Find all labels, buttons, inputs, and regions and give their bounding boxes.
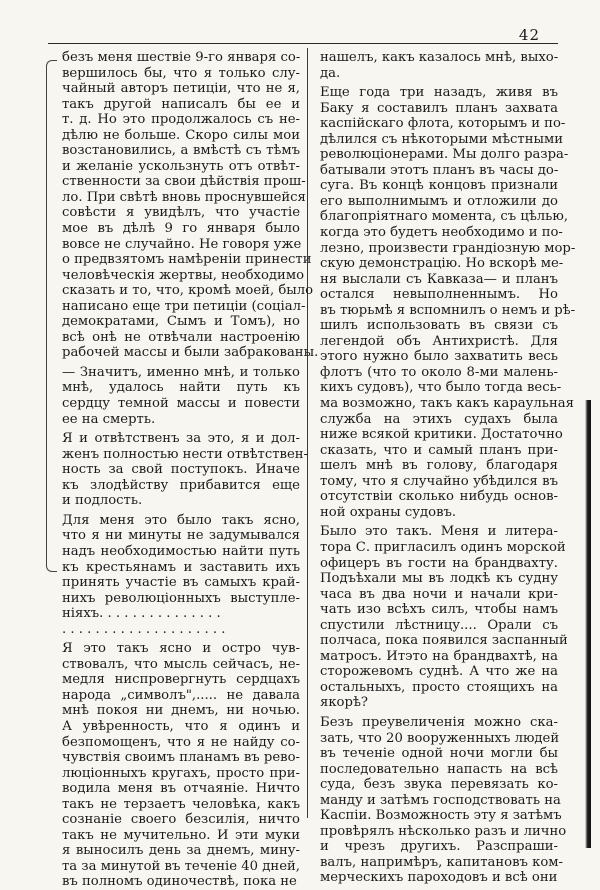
text-line: всѣ онѣ не отвѣчали настроенію xyxy=(62,329,300,345)
text-line: Еще года три назадъ, живя въ xyxy=(320,85,558,101)
text-line: революціонерами. Мы долго разра- xyxy=(320,147,569,163)
text-line: благопріятнаго момента, съ цѣлью, xyxy=(320,209,569,225)
text-line: сознаніе своего безсилія, ничто xyxy=(62,812,300,828)
text-line: ня выслали съ Кавказа— и планъ xyxy=(320,271,558,287)
text-line: водила меня въ отчаяніе. Ничто xyxy=(62,781,300,797)
text-line: вовсе не случайно. Не говоря уже xyxy=(62,236,302,252)
text-line: ніяхъ. . . . . . . . . . . . . . . xyxy=(62,606,221,622)
text-line: та за минутой въ теченіе 40 дней, xyxy=(62,858,300,874)
text-line: зать, что 20 вооруженныхъ людей xyxy=(320,730,560,746)
text-line: матросъ. Итэто на брандвахтѣ, на xyxy=(320,648,558,664)
text-line: въ тюрьмѣ я вспомнилъ о немъ и рѣ- xyxy=(320,302,576,318)
text-line: Подъѣхали мы въ лодкѣ къ судну xyxy=(320,571,558,587)
text-line: Я это такъ ясно и остро чув- xyxy=(62,641,300,657)
text-line: безъ меня шествіе 9-го января со- xyxy=(62,50,301,65)
text-line: и чрезъ другихъ. Разспраши- xyxy=(320,839,558,855)
text-line: провѣрялъ нѣсколько разъ и лично xyxy=(320,823,567,839)
text-line: мнѣ покоя ни днемъ, ни ночью. xyxy=(62,703,300,719)
text-line: чайный авторъ петиціи, что не я, xyxy=(62,81,300,97)
text-line: Было это такъ. Меня и литера- xyxy=(320,524,558,540)
header-rule xyxy=(48,43,558,44)
text-line: каспійскаго флота, которымъ и по- xyxy=(320,116,566,132)
text-line: ниже всякой критики. Достаточно xyxy=(320,427,563,443)
text-line: женъ полностью нести отвѣтствен- xyxy=(62,446,308,462)
text-line: къ крестьянамъ и заставить ихъ xyxy=(62,559,300,575)
page-number: 42 xyxy=(518,26,540,44)
text-line: остальныхъ, просто стоящихъ на xyxy=(320,679,558,695)
text-line: — Значитъ, именно мнѣ, и только xyxy=(62,364,300,380)
text-line: флотъ (что то около 8-ми малень- xyxy=(320,364,558,380)
text-line: спустили лѣстницу.... Орали съ xyxy=(320,617,558,633)
text-line: легендой объ Антихристѣ. Для xyxy=(320,333,558,349)
text-line: въ теченіе одной ночи могли бы xyxy=(320,746,558,762)
text-line: нихъ революціонныхъ выступле- xyxy=(62,590,300,606)
text-line: шилъ использовать въ связи съ xyxy=(320,318,558,334)
text-line: сердцу темной массы и повести xyxy=(62,396,300,412)
text-line: демократами, Сымъ и Томъ), но xyxy=(62,314,300,330)
text-line: о предвзятомъ намѣреніи принести xyxy=(62,252,312,268)
text-line: мерческихъ пароходовъ и всѣ они xyxy=(320,870,558,886)
text-line: часа въ два ночи и начали кри- xyxy=(320,586,558,602)
text-line: ма возможно, такъ какъ караульная xyxy=(320,396,574,412)
text-line: и подлость. xyxy=(62,493,143,509)
text-line: сказать и то, что, кромѣ моей, было xyxy=(62,283,314,299)
text-line: суда, безъ звука перевязать ко- xyxy=(320,777,558,793)
text-line: кихъ судовъ), что было тогда весь- xyxy=(320,380,562,396)
text-line: т. д. Но это продолжалось съ не- xyxy=(62,112,300,128)
text-line: такъ другой написалъ бы ее и xyxy=(62,96,300,112)
right-text-column xyxy=(320,50,576,886)
text-line: дѣлю не больше. Скоро силы мои xyxy=(62,127,300,143)
text-line: и желаніе ускользнуть отъ отвѣт- xyxy=(62,158,300,174)
text-line: медля ниспровергнуть сердцахъ xyxy=(62,672,300,688)
text-line: лезно, произвести грандіозную мор- xyxy=(320,240,576,256)
text-line: шелъ мнѣ въ голову, благодаря xyxy=(320,458,558,474)
text-line: совѣсти я увидѣлъ, что участіе xyxy=(62,205,300,221)
left-text-column xyxy=(62,50,319,890)
text-line: написано еще три петиціи (соціал- xyxy=(62,298,306,314)
text-line: дѣлился съ нѣкоторыми мѣстными xyxy=(320,131,564,147)
text-line: нашелъ, какъ казалось мнѣ, выхо- xyxy=(320,50,559,65)
text-line: ность за свой поступокъ. Иначе xyxy=(62,462,300,478)
text-line: такъ не терзаетъ человѣка, какъ xyxy=(62,796,300,812)
text-line: тому, что я случайно убѣдился въ xyxy=(320,473,558,489)
text-line: Баку я составилъ планъ захвата xyxy=(320,100,558,116)
text-line: манду и затѣмъ господствовать на xyxy=(320,792,561,808)
text-line: люціонныхъ кругахъ, просто при- xyxy=(62,765,300,781)
text-line: возстановились, а вмѣстѣ съ тѣмъ xyxy=(62,143,300,159)
text-line: валъ, напримѣръ, капитановъ ком- xyxy=(320,854,564,870)
text-line: что я ни минуты не задумывался xyxy=(62,528,300,544)
text-line: Для меня это было такъ ясно, xyxy=(62,512,300,528)
text-line: народа „символъ",..... не давала xyxy=(62,687,300,703)
text-line: безпомощенъ, что я не найду со- xyxy=(62,734,300,750)
text-line: ной охраны судовъ. xyxy=(320,504,457,520)
text-line: Безъ преувеличенія можно ска- xyxy=(320,714,558,730)
text-line: скую демонстрацію. Но вскорѣ ме- xyxy=(320,256,564,272)
text-line: вершилось бы, что я только слу- xyxy=(62,65,300,81)
text-line: суга. Въ концѣ концовъ признали xyxy=(320,178,558,194)
text-line: полчаса, пока появился заспанный xyxy=(320,633,568,649)
text-line: его выполнимымъ и отложили до xyxy=(320,193,558,209)
column-divider xyxy=(307,48,308,818)
text-line: чувствія своимъ планамъ въ рево- xyxy=(62,750,300,766)
text-line: офицеръ въ гости на брандвахту. xyxy=(320,555,558,571)
text-line: мнѣ, удалось найти путь къ xyxy=(62,380,300,396)
text-line: ствовалъ, что мысль сейчасъ, не- xyxy=(62,656,300,672)
text-line: остался невыполненнымъ. Но xyxy=(320,287,558,303)
text-line: принять участіе въ самыхъ край- xyxy=(62,575,300,591)
text-line: ло. При свѣтѣ вновь проснувшейся xyxy=(62,189,306,205)
text-line: сторожевомъ суднѣ. А что же на xyxy=(320,664,558,680)
text-line: да. xyxy=(320,65,341,81)
text-line: последовательно напасть на всѣ xyxy=(320,761,558,777)
text-line: якорѣ? xyxy=(320,695,368,711)
text-line: этого нужно было захватить весь xyxy=(320,349,558,365)
text-line: ее на смерть. xyxy=(62,411,156,427)
text-line: когда это будетъ необходимо и по- xyxy=(320,225,563,241)
text-line: служба на этихъ судахъ была xyxy=(320,411,558,427)
text-line: отсутствіи сколько нибудь основ- xyxy=(320,489,558,505)
text-line: ственности за свои дѣйствія прош- xyxy=(62,174,306,190)
text-line: чать изо всѣхъ силъ, чтобы намъ xyxy=(320,602,558,618)
text-line: Я и отвѣтственъ за это, я и дол- xyxy=(62,431,300,447)
text-line: человѣческія жертвы, необходимо xyxy=(62,267,305,283)
text-line: рабочей массы и были забракованы. xyxy=(62,345,319,361)
text-line: батывали этотъ планъ въ часы до- xyxy=(320,162,559,178)
text-line: Каспіи. Возможность эту я затѣмъ xyxy=(320,808,562,824)
text-line: . . . . . . . . . . . . . . . . . . . . xyxy=(62,621,226,637)
text-line: въ полномъ одиночествѣ, пока не xyxy=(62,874,297,890)
text-line: надъ необходимостью найти путь xyxy=(62,543,300,559)
text-line: я выносилъ день за днемъ, мину- xyxy=(62,843,300,859)
text-line: А увѣренность, что я одинъ и xyxy=(62,718,300,734)
page-edge-shadow xyxy=(585,400,591,848)
text-line: къ злодѣйству прибавится еще xyxy=(62,477,300,493)
text-line: такъ не мучительно. И эти муки xyxy=(62,827,300,843)
text-line: сказать, что и самый планъ при- xyxy=(320,442,558,458)
margin-bracket-mark xyxy=(46,60,57,572)
text-line: тора С. пригласилъ одинъ морской xyxy=(320,539,566,555)
text-line: мое въ дѣлѣ 9 го января было xyxy=(62,221,300,237)
